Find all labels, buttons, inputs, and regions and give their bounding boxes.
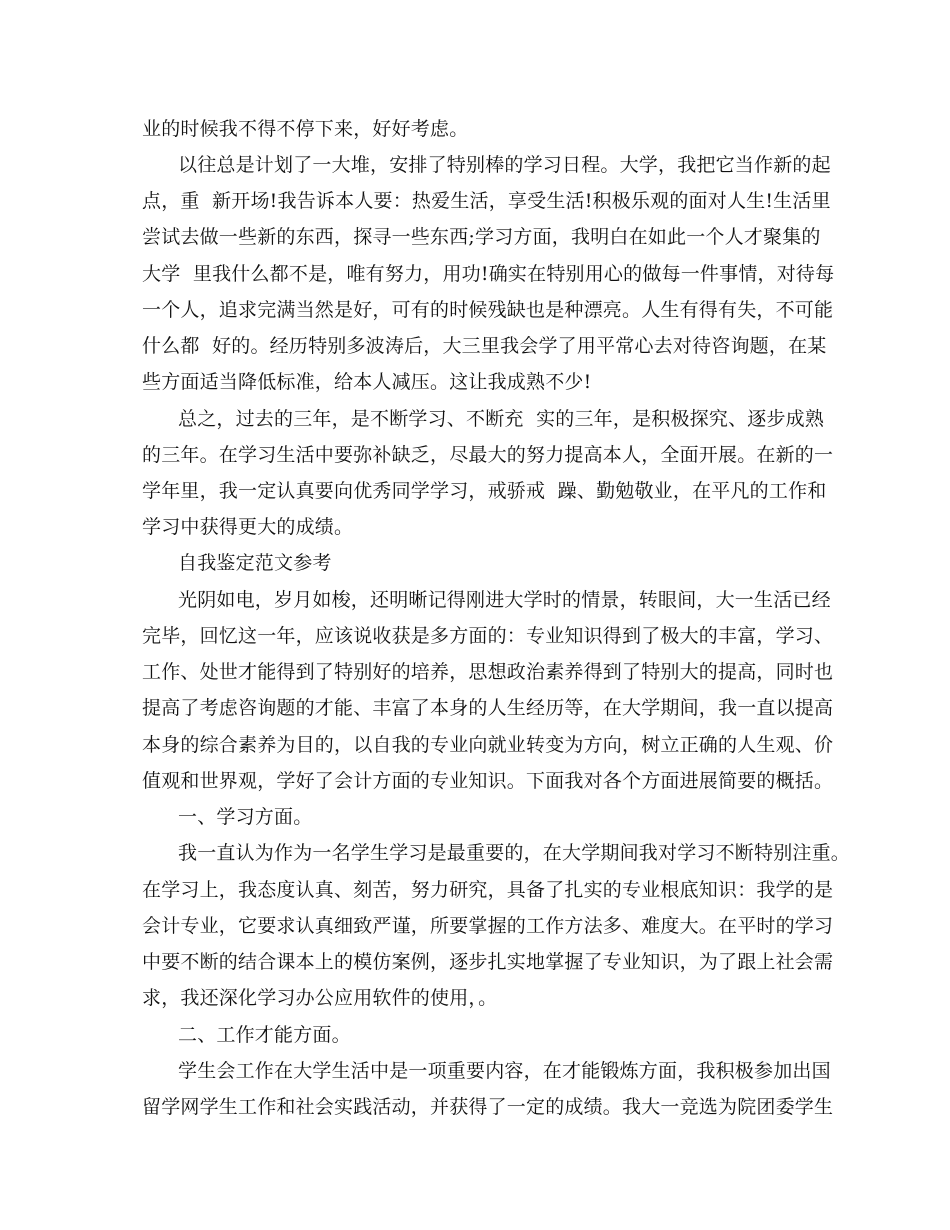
text-line-14: 光阴如电，岁月如梭，还明晰记得刚进大学时的情景，转眼间，大一生活已经 [178, 589, 831, 611]
text-line-12: 学习中获得更大的成绩。 [142, 516, 354, 538]
text-line-2: 以往总是计划了一大堆，安排了特别棒的学习日程。大学，我把它当作新的起 [178, 154, 831, 176]
text-line-28: 留学网学生工作和社会实践活动，并获得了一定的成绩。我大一竞选为院团委学生 [142, 1096, 834, 1118]
text-line-21: 我一直认为作为一名学生学习是最重要的，在大学期间我对学习不断特别注重。 [178, 842, 851, 864]
text-line-3: 点，重 新开场!我告诉本人要：热爱生活，享受生活!积极乐观的面对人生!生活里 [142, 190, 831, 212]
text-line-24: 中要不断的结合课本上的模仿案例，逐步扎实地掌握了专业知识，为了跟上社会需 [142, 951, 834, 973]
text-line-19: 值观和世界观，学好了会计方面的专业知识。下面我对各个方面进展简要的概括。 [142, 770, 834, 792]
text-line-8: 些方面适当降低标准，给本人减压。这让我成熟不少! [142, 371, 592, 393]
subheading-work: 二、工作才能方面。 [178, 1024, 351, 1046]
text-line-4: 尝试去做一些新的东西，探寻一些东西;学习方面，我明白在如此一个人才聚集的 [142, 226, 821, 248]
text-line-10: 的三年。在学习生活中要弥补缺乏，尽最大的努力提高本人，全面开展。在新的一 [142, 444, 834, 466]
text-line-23: 会计专业，它要求认真细致严谨，所要掌握的工作方法多、难度大。在平时的学习 [142, 915, 834, 937]
text-line-17: 提高了考虑咨询题的才能、丰富了本身的人生经历等，在大学期间，我一直以提高 [142, 697, 834, 719]
text-line-27: 学生会工作在大学生活中是一项重要内容，在才能锻炼方面，我积极参加出国 [178, 1060, 831, 1082]
text-line-22: 在学习上，我态度认真、刻苦，努力研究，具备了扎实的专业根底知识：我学的是 [142, 879, 834, 901]
text-line-9: 总之，过去的三年，是不断学习、不断充 实的三年，是积极探究、逐步成熟 [178, 408, 825, 430]
text-line-15: 完毕，回忆这一年，应该说收获是多方面的：专业知识得到了极大的丰富，学习、 [142, 625, 834, 647]
text-line-25: 求，我还深化学习办公应用软件的使用，。 [142, 987, 498, 1009]
subheading-study: 一、学习方面。 [178, 806, 313, 828]
text-line-6: 一个人，追求完满当然是好，可有的时候残缺也是种漂亮。人生有得有失，不可能 [142, 299, 834, 321]
text-line-5: 大学 里我什么都不是，唯有努力，用功!确实在特别用心的做每一件事情，对待每 [142, 263, 835, 285]
text-line-16: 工作、处世才能得到了特别好的培养，思想政治素养得到了特别大的提高，同时也 [142, 661, 834, 683]
text-line-11: 学年里，我一定认真要向优秀同学学习，戒骄戒 躁、勤勉敬业，在平凡的工作和 [142, 480, 827, 502]
text-line-1: 业的时候我不得不停下来，好好考虑。 [142, 118, 469, 140]
text-line-18: 本身的综合素养为目的，以自我的专业向就业转变为方向，树立正确的人生观、价 [142, 734, 834, 756]
text-line-7: 什么都 好的。经历特别多波涛后，大三里我会学了用平常心去对待咨询题，在某 [142, 335, 827, 357]
section-heading: 自我鉴定范文参考 [178, 552, 332, 574]
